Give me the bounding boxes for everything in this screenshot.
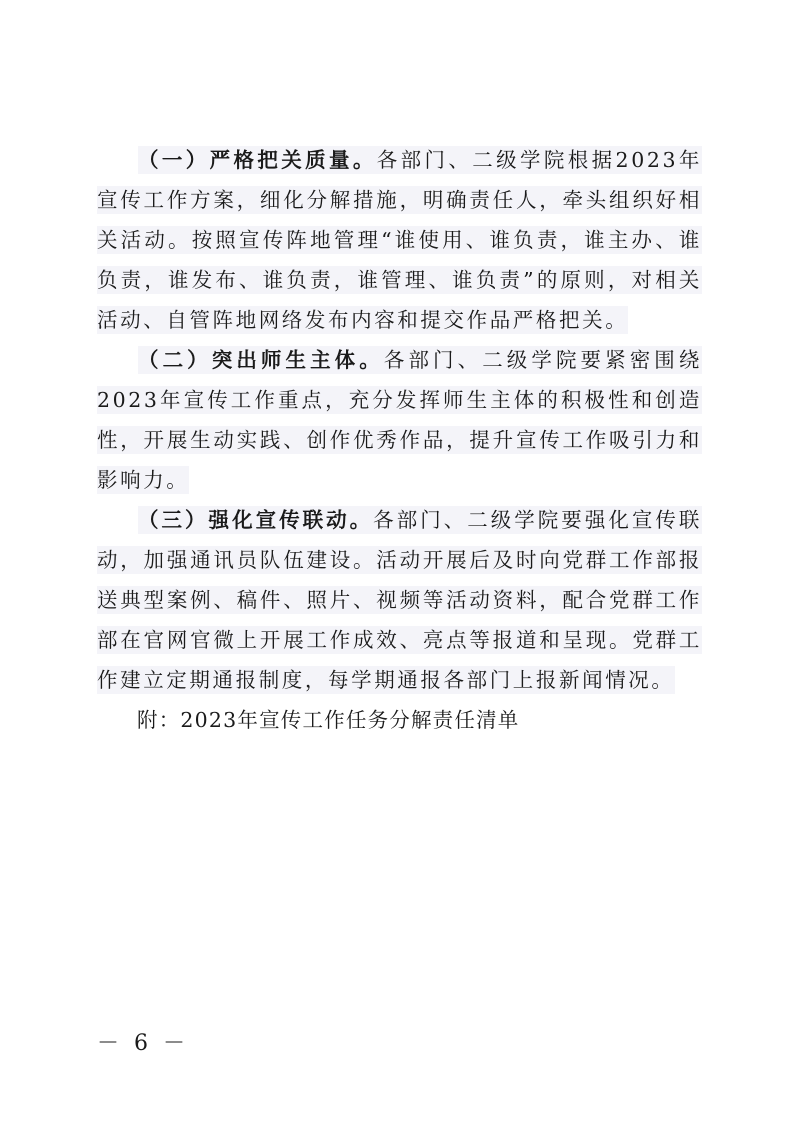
document-body xyxy=(97,140,702,700)
section-heading-3: （三）强化宣传联动。 xyxy=(138,508,374,532)
section-paragraph-3 xyxy=(97,500,702,700)
attachment-note: 附：2023年宣传工作任务分解责任清单 xyxy=(137,708,520,732)
section-paragraph-2 xyxy=(97,340,702,500)
section-heading-2: （二）突出师生主体。 xyxy=(138,348,384,372)
page-number: － 6 － xyxy=(97,1031,189,1056)
section-heading-1: （一）严格把关质量。 xyxy=(138,148,377,172)
section-body-1: 各部门、二级学院根据2023年宣传工作方案，细化分解措施，明确责任人，牵头组织好相关活动。按照宣传阵地管理“谁使用、谁负责，谁主办、谁负责，谁发布、谁负责，谁管理、谁负责”的原则，对相关活动、自管阵地网络发布内容和提交作品严格把关。 xyxy=(97,148,703,332)
section-paragraph-1 xyxy=(97,140,702,340)
section-body-2: 各部门、二级学院要紧密围绕2023年宣传工作重点，充分发挥师生主体的积极性和创造性，开展生动实践、创作优秀作品，提升宣传工作吸引力和影响力。 xyxy=(97,348,702,492)
section-body-3: 各部门、二级学院要强化宣传联动，加强通讯员队伍建设。活动开展后及时向党群工作部报送典型案例、稿件、照片、视频等活动资料，配合党群工作部在官网官微上开展工作成效、亮点等报道和呈现。党群工作建立定期通报制度，每学期通报各部门上报新闻情况。 xyxy=(97,508,702,692)
